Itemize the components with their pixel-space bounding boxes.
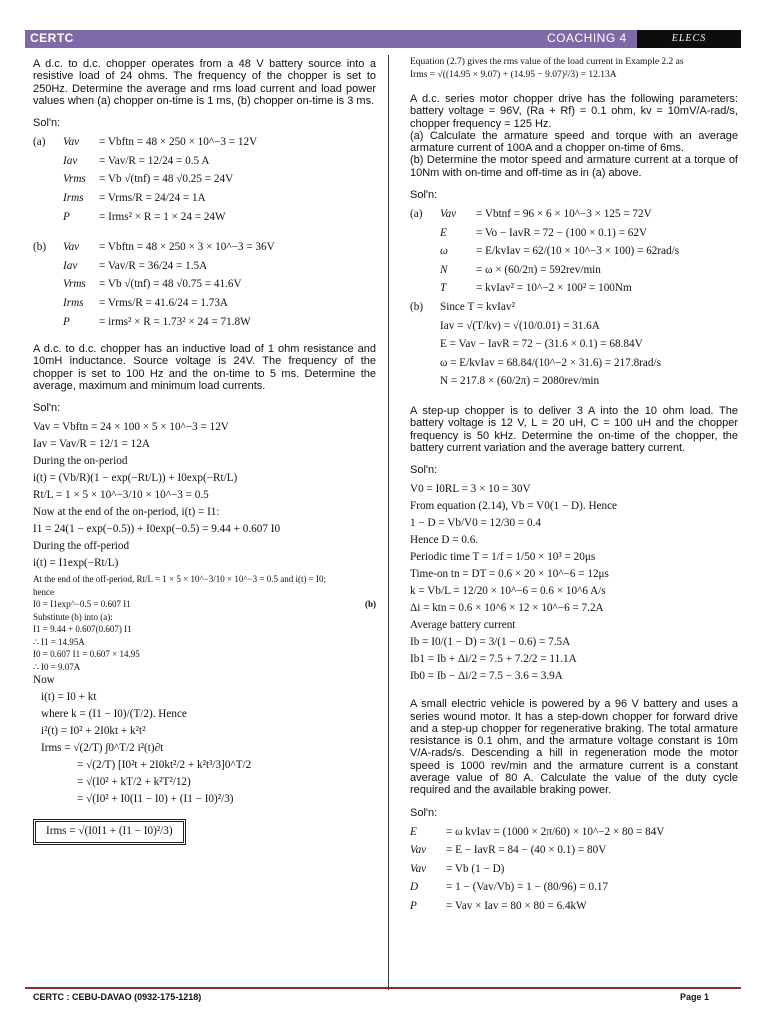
eq-lhs: Vrms <box>63 173 86 186</box>
eq-line: Now at the end of the on-period, i(t) = I1: <box>33 506 220 519</box>
eq-lhs: E <box>410 825 417 838</box>
solution-3b <box>410 302 738 395</box>
eq-line: Δi = ktn = 0.6 × 10^6 × 12 × 10^−6 = 7.2A <box>410 602 604 615</box>
eq-line: Iav = Vav/R = 12/1 = 12A <box>33 438 150 451</box>
right-column <box>410 58 738 920</box>
eq-line: ∴ I1 = 14.95A <box>33 636 85 647</box>
eq-line: I1 = 9.44 + 0.607(0.607) I1 <box>33 624 132 635</box>
eq-rhs: = Vb √(tnf) = 48 √0.75 = 41.6V <box>99 278 242 291</box>
eq-rhs: = E − IavR = 84 − (40 × 0.1) = 80V <box>446 844 607 857</box>
eq-line: Rt/L = 1 × 5 × 10^−3/10 × 10^−3 = 0.5 <box>33 489 209 502</box>
problem-2: A d.c. to d.c. chopper has an inductive load of 1 ohm resistance and 10mH inductance. Source voltage is 24V. The frequency of the chopper is set to 100 Hz and the on-time to 5 ms. Determine the average, maximum and minimum load currents. <box>33 343 376 393</box>
solution-label-2: Sol'n: <box>33 402 61 415</box>
eq-rhs: = Vbftn = 48 × 250 × 10^−3 = 12V <box>99 136 258 149</box>
eq-rhs: = E/kvIav = 62/(10 × 10^−3 × 100) = 62rad/s <box>476 245 680 258</box>
problem-3: A d.c. series motor chopper drive has the following parameters: battery voltage = 96V, (Ra + Rf) = 0.1 ohm, kv = 10mV/A-rad/s, chopper frequency = 125 Hz. (a) Calculate the armature speed and torque with an average armature current of 100A and a chopper on-time of 6ms. (b) Determine the motor speed and armature current at a torque of 10Nm with on-time and off-time as in (a) above. <box>410 93 738 179</box>
solution-1a <box>33 137 376 230</box>
eq-rhs: = Vb (1 − D) <box>446 862 505 875</box>
solution-4 <box>410 484 738 688</box>
eq-lhs: Vav <box>410 844 427 857</box>
header-brand: CERTC <box>30 31 74 45</box>
eq-rhs: = Vav × Iav = 80 × 80 = 6.4kW <box>446 899 587 912</box>
eq-lhs: T <box>440 282 447 295</box>
solution-label-3: Sol'n: <box>410 189 438 202</box>
eq-line: Substitute (b) into (a): <box>33 611 113 622</box>
eq-rhs: = Vbtnf = 96 × 6 × 10^−3 × 125 = 72V <box>476 208 652 221</box>
eq-lhs: Vav <box>440 208 457 221</box>
eq-rhs: = ω × (60/2π) = 592rev/min <box>476 263 601 276</box>
eq-lhs: ω <box>440 245 448 258</box>
solution-1b <box>33 242 376 335</box>
eq-lhs: E <box>440 226 447 239</box>
solution-label-4: Sol'n: <box>410 464 438 477</box>
eq-line: Periodic time T = 1/f = 1/50 × 10³ = 20μs <box>410 551 596 564</box>
eq-text: E = Vav − IavR = 72 − (31.6 × 0.1) = 68.84V <box>440 338 643 351</box>
column-divider <box>388 55 389 990</box>
eq-lhs: N <box>440 263 448 276</box>
solution-label-1: Sol'n: <box>33 117 61 130</box>
eq-line: i²(t) = I0² + 2I0kt + k²t² <box>41 725 146 738</box>
left-column <box>33 58 376 845</box>
header-course: COACHING 4 <box>547 31 627 45</box>
eq-text: Since T = kvIav² <box>440 301 515 314</box>
eq-line: i(t) = I0 + kt <box>41 691 97 704</box>
eq-rhs: = Vb √(tnf) = 48 √0.25 = 24V <box>99 173 234 186</box>
eq-line: V0 = I0RL = 3 × 10 = 30V <box>410 483 531 496</box>
eq-line: Average battery current <box>410 619 516 632</box>
solution-label-5: Sol'n: <box>410 806 438 819</box>
eq-rhs: = Vav/R = 12/24 = 0.5 A <box>99 154 210 167</box>
eq-rhs: = Vav/R = 36/24 = 1.5A <box>99 259 208 272</box>
header-subject: ELECS <box>637 30 741 48</box>
eq-rhs: = ω kvIav = (1000 × 2π/60) × 10^−2 × 80 = 84V <box>446 825 665 838</box>
eq-lhs: Vav <box>410 862 427 875</box>
eq-lhs: Vav <box>63 136 80 149</box>
eq-text: I0 = I1exp^−0.5 = 0.607 I1 <box>33 599 131 610</box>
eq-line: Vav = Vbftn = 24 × 100 × 5 × 10^−3 = 12V <box>33 421 229 434</box>
eq-line: Now <box>33 674 55 687</box>
eq-rhs: = Vo − IavR = 72 − (100 × 0.1) = 62V <box>476 226 648 239</box>
eq-line <box>33 600 376 613</box>
eq-tag: (b) <box>365 599 376 610</box>
eq-lhs: D <box>410 881 419 894</box>
solution-5 <box>410 827 738 920</box>
eq-lhs: P <box>410 899 417 912</box>
eq-line: Ib0 = Ib − Δi/2 = 7.5 − 3.6 = 3.9A <box>410 670 563 683</box>
eq-line: From equation (2.14), Vb = V0(1 − D). Hence <box>410 500 618 513</box>
eq-lhs: P <box>63 315 70 328</box>
boxed-result: Irms = √(I0I1 + (I1 − I0)²/3) <box>33 819 186 844</box>
eq-lhs: Irms <box>63 191 84 204</box>
eq-lhs: Vav <box>63 241 80 254</box>
eq-rhs: = irms² × R = 1.73² × 24 = 71.8W <box>99 315 251 328</box>
eq-line: i(t) = I1exp(−Rt/L) <box>33 557 119 570</box>
eq-line: = √(I0² + kT/2 + k²T²/12) <box>77 776 191 789</box>
header-bar <box>25 30 741 48</box>
eq-rhs: = kvIav² = 10^−2 × 100² = 100Nm <box>476 282 632 295</box>
eq-text: Iav = √(T/kv) = √(10/0.01) = 31.6A <box>440 319 600 332</box>
part-b-label: (b) <box>410 301 424 314</box>
eq-lhs: Irms <box>63 296 84 309</box>
eq-line: i(t) = (Vb/R)(1 − exp(−Rt/L)) + I0exp(−Rt/L) <box>33 472 238 485</box>
eq-line: I0 = 0.607 I1 = 0.607 × 14.95 <box>33 649 140 660</box>
problem-5: A small electric vehicle is powered by a 96 V battery and uses a series wound motor. It has a step-down chopper for forward drive and a step-up chopper for regenerative braking. The total armature resistance is 0.1 ohm, and the armature voltage constant is 10m V/A-rads/s. Descending a hill in regeneration mode the motor speed is 1000 rev/min and the armature current is a constant average value of 80 A. Calculate the value of the duty cycle required and the available braking power. <box>410 698 738 797</box>
eq-line: where k = (I1 − I0)/(T/2). Hence <box>41 708 187 721</box>
eq-line: Irms = √((14.95 × 9.07) + (14.95 − 9.07)²/3) = 12.13A <box>410 70 617 80</box>
eq-line: Ib1 = Ib + Δi/2 = 7.5 + 7.2/2 = 11.1A <box>410 653 577 666</box>
eq-line: k = Vb/L = 12/20 × 10^−6 = 0.6 × 10^6 A/s <box>410 585 606 598</box>
eq-line: During the off-period <box>33 540 130 553</box>
eq-line: = √(I0² + I0(I1 − I0) + (I1 − I0)²/3) <box>77 793 234 806</box>
eq-lhs: P <box>63 210 70 223</box>
eq-rhs: = Irms² × R = 1 × 24 = 24W <box>99 210 226 223</box>
eq-lhs: Vrms <box>63 278 86 291</box>
problem-4: A step-up chopper is to deliver 3 A into the 10 ohm load. The battery voltage is 12 V, L = 20 uH, C = 100 uH and the chopper frequency is 50 kHz. Determine the on-time of the chopper, the battery current variation and the average battery current. <box>410 405 738 454</box>
part-a-label: (a) <box>33 136 46 149</box>
eq-line: ∴ I0 = 9.07A <box>33 661 81 672</box>
eq-line: Ib = I0/(1 − D) = 3/(1 − 0.6) = 7.5A <box>410 636 571 649</box>
eq-text: ω = E/kvIav = 68.84/(10^−2 × 31.6) = 217.8rad/s <box>440 356 661 369</box>
footer-contact: CERTC : CEBU-DAVAO (0932-175-1218) <box>33 992 202 1002</box>
eq-line: Equation (2.7) gives the rms value of the load current in Example 2.2 as <box>410 57 684 67</box>
rms-reference <box>410 58 738 89</box>
eq-line: Irms = √(2/T) ∫0^T/2 i²(t)∂t <box>41 742 164 755</box>
eq-rhs: = Vrms/R = 24/24 = 1A <box>99 191 206 204</box>
eq-line: Time-on tn = DT = 0.6 × 20 × 10^−6 = 12μs <box>410 568 609 581</box>
eq-line: During the on-period <box>33 455 128 468</box>
eq-rhs: = Vbftn = 48 × 250 × 3 × 10^−3 = 36V <box>99 241 275 254</box>
part-a-label: (a) <box>410 208 423 221</box>
part-b-label: (b) <box>33 241 47 254</box>
footer-rule <box>25 987 741 989</box>
problem-1: A d.c. to d.c. chopper operates from a 48 V battery source into a resistive load of 24 ohms. The frequency of the chopper is set to 250Hz. Determine the average and rms load current and load power values when (a) chopper on-time is 1 ms, (b) chopper on-time is 3 ms. <box>33 58 376 107</box>
eq-line: hence <box>33 586 54 597</box>
eq-line: Hence D = 0.6. <box>410 534 479 547</box>
eq-rhs: = Vrms/R = 41.6/24 = 1.73A <box>99 296 228 309</box>
eq-lhs: Iav <box>63 259 78 272</box>
eq-line: 1 − D = Vb/V0 = 12/30 = 0.4 <box>410 517 542 530</box>
eq-line: At the end of the off-period, Rt/L = 1 × 5 × 10^−3/10 × 10^−3 = 0.5 and i(t) = I0; <box>33 574 327 585</box>
eq-line: I1 = 24(1 − exp(−0.5)) + I0exp(−0.5) = 9.44 + 0.607 I0 <box>33 523 281 536</box>
eq-lhs: Iav <box>63 154 78 167</box>
eq-line: = √(2/T) [I0²t + 2I0kt²/2 + k²t³/3]0^T/2 <box>77 759 252 772</box>
eq-rhs: = 1 − (Vav/Vb) = 1 − (80/96) = 0.17 <box>446 881 609 894</box>
solution-3a <box>410 209 738 302</box>
page-number: Page 1 <box>680 992 710 1002</box>
eq-text: N = 217.8 × (60/2π) = 2080rev/min <box>440 375 600 388</box>
solution-2 <box>33 422 376 844</box>
